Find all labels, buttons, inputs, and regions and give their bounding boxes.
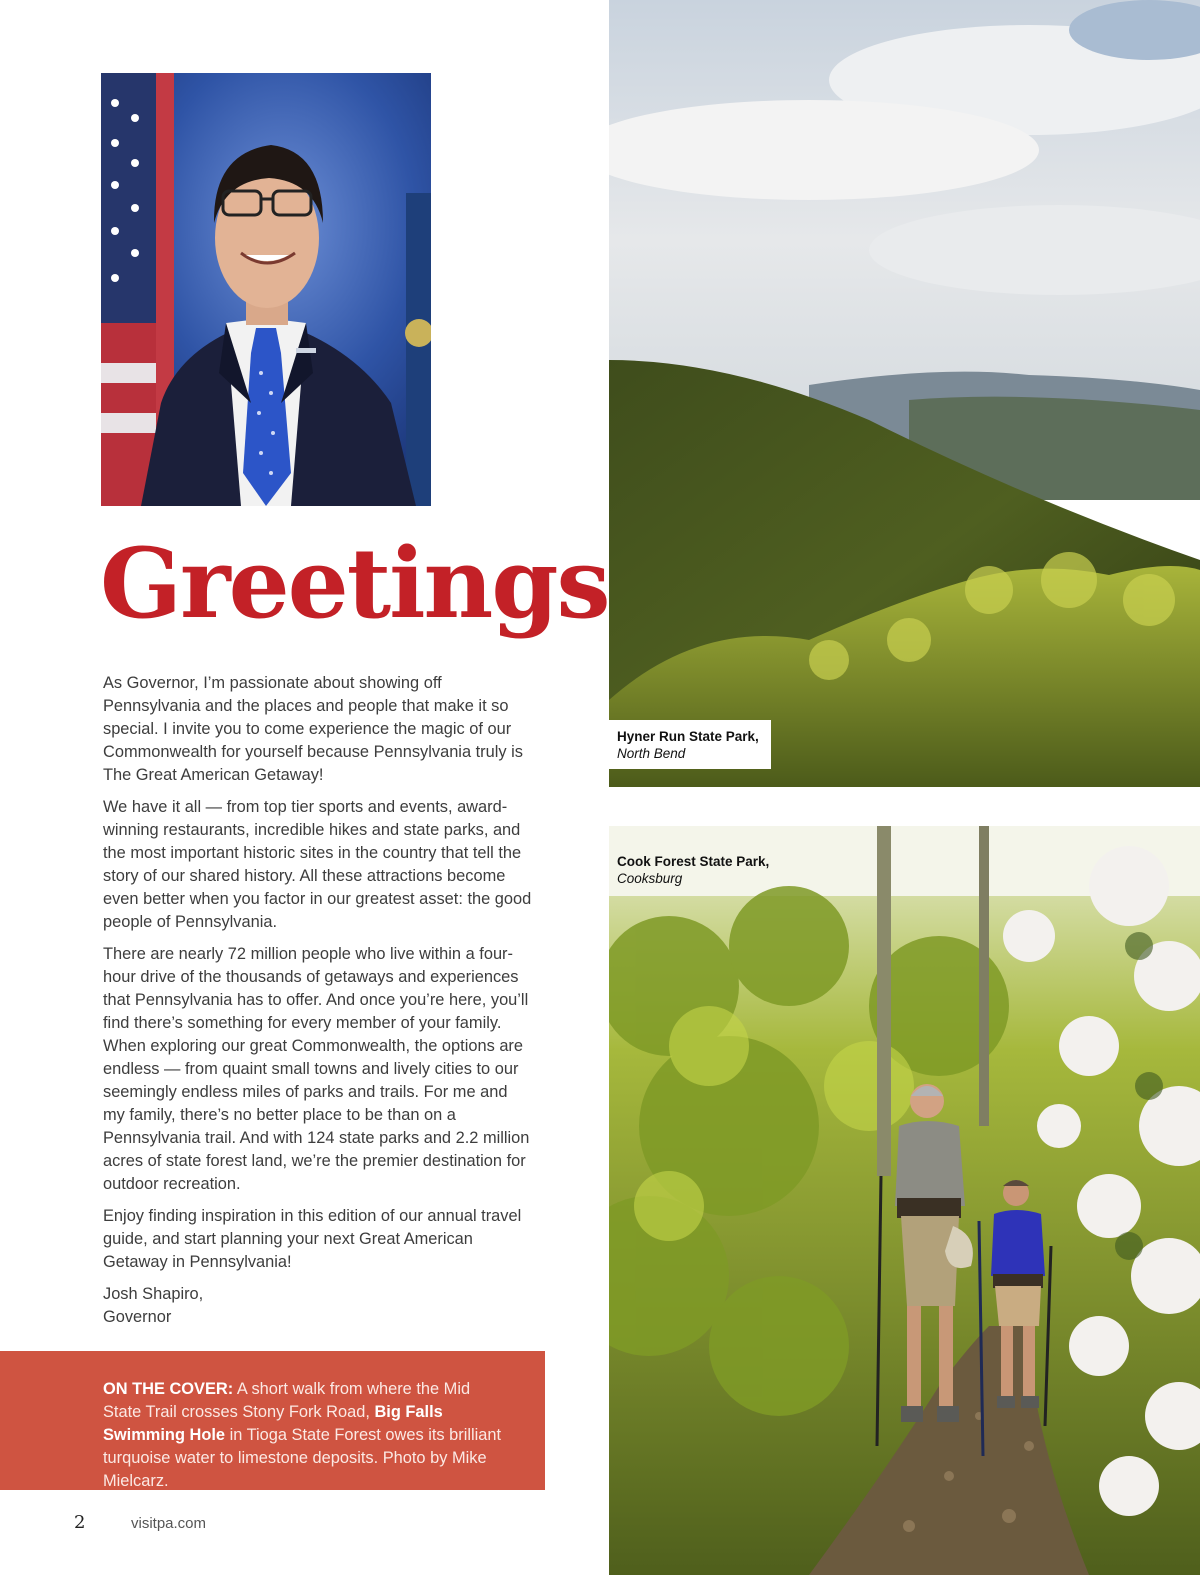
paragraph: Enjoy finding inspiration in this edition of our annual travel guide, and start planning your next Great American Getaway in Pennsylvania! [103, 1207, 522, 1271]
cover-text-end: in Tioga State Forest owes its brilliant turquoise water to limestone deposits. Photo by Mike Mielcarz. [103, 1426, 502, 1490]
photo-caption-top [609, 720, 771, 769]
signature [103, 1283, 533, 1329]
photo-caption-bottom [609, 847, 777, 893]
cover-highlight: Big Falls Swimming Hole [103, 1403, 443, 1444]
paragraph: We have it all — from top tier sports and events, award-winning restaurants, incredible hikes and state parks, and the most important historic sites in the country that tell the story of our shared history. All these attractions become even better when you factor in our greatest asset: the good people of Pennsylvania. [103, 798, 532, 931]
paragraph: As Governor, I’m passionate about showing off Pennsylvania and the places and people that make it so special. I invite you to come experience the magic of our Commonwealth for yourself because Pennsylvania truly is The Great American Getaway! [103, 674, 523, 784]
caption-title: Hyner Run State Park, [617, 729, 759, 744]
letter-body [103, 672, 533, 1329]
cook-forest-photo [609, 826, 1200, 1575]
cover-note [0, 1351, 545, 1490]
site-url: visitpa.com [131, 1515, 207, 1532]
cover-label: ON THE COVER: [103, 1380, 234, 1398]
governor-portrait [101, 73, 431, 506]
page-title: Greetings [100, 527, 609, 640]
cover-text: A short walk from where the Mid State Trail crosses Stony Fork Road, [103, 1380, 471, 1421]
paragraph: There are nearly 72 million people who live within a four-hour drive of the thousands of getaways and experiences that Pennsylvania has to offer. And once you’re here, you’ll find there’s something for every member of your family. When exploring our great Commonwealth, the options are endless — from quaint small towns and lively cities to our seemingly endless miles of parks and trails. For me and my family, there’s no better place to be than on a Pennsylvania trail. And with 124 state parks and 2.2 million acres of state forest land, we’re the premier destination for outdoor recreation. [103, 945, 530, 1193]
caption-title: Cook Forest State Park, [617, 854, 770, 869]
signature-title: Governor [103, 1308, 172, 1326]
signature-name: Josh Shapiro, [103, 1285, 204, 1303]
hyner-run-photo [609, 0, 1200, 787]
page-number: 2 [74, 1512, 86, 1533]
caption-place: North Bend [617, 746, 686, 761]
caption-place: Cooksburg [617, 871, 683, 886]
